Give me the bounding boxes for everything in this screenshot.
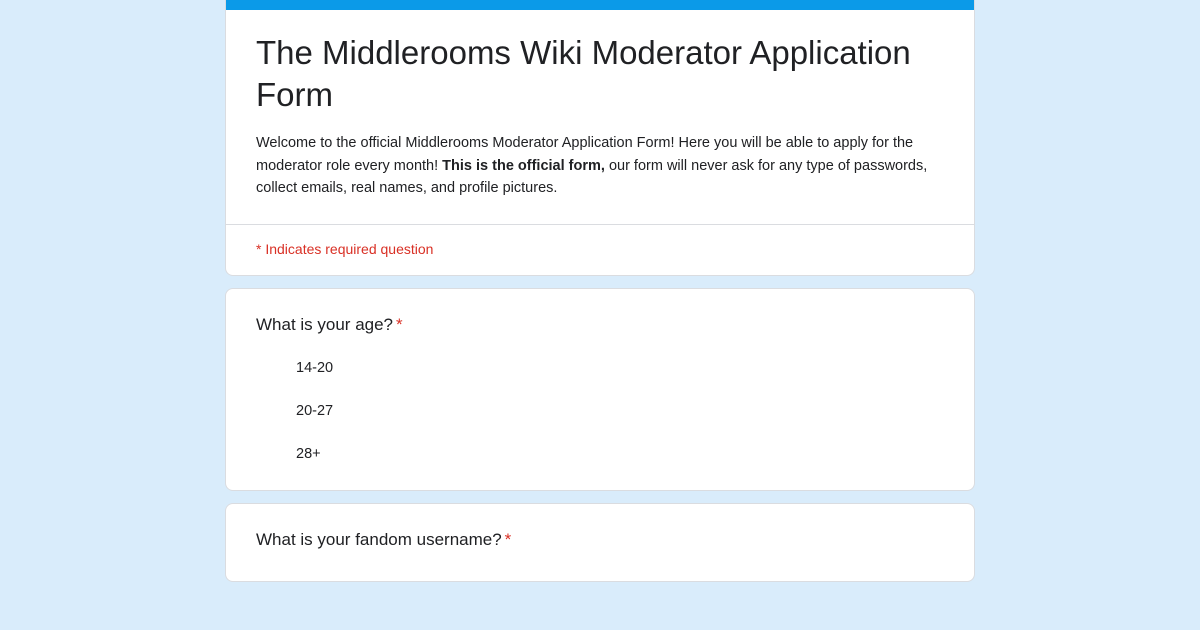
question-title-username — [256, 528, 944, 552]
radio-option-20-27[interactable] — [256, 402, 944, 421]
form-description-bold: This is the official form, — [442, 157, 605, 174]
form-description-part2: our form will never ask for any type of passwords, collect emails, real names, and profile pictures. — [256, 157, 928, 197]
question-card-age — [225, 288, 975, 491]
form-header-body — [226, 10, 974, 224]
question-card-username — [225, 503, 975, 583]
form-description-part1: Welcome to the official Middlerooms Moderator Application Form! Here you will be able to apply for the moderator role every month! — [256, 135, 914, 174]
required-asterisk: * — [396, 314, 403, 334]
form-description — [256, 132, 944, 199]
required-question-note: * Indicates required question — [226, 224, 974, 275]
required-asterisk: * — [504, 529, 512, 549]
radio-option-14-20[interactable] — [256, 359, 944, 378]
question-title-age — [256, 313, 944, 337]
radio-option-label: 28+ — [296, 446, 321, 463]
radio-option-label: 14-20 — [296, 360, 334, 377]
radio-option-28-plus[interactable] — [256, 445, 944, 464]
question-title-age-text: What is your age? — [256, 314, 394, 334]
page-title: The Middlerooms Wiki Moderator Application Form — [256, 34, 911, 114]
header-accent-stripe — [226, 0, 974, 10]
radio-option-label: 20-27 — [296, 403, 334, 420]
form-column — [225, 0, 975, 594]
form-header-card — [225, 0, 975, 276]
question-title-username-text: What is your fandom username? — [256, 529, 502, 549]
